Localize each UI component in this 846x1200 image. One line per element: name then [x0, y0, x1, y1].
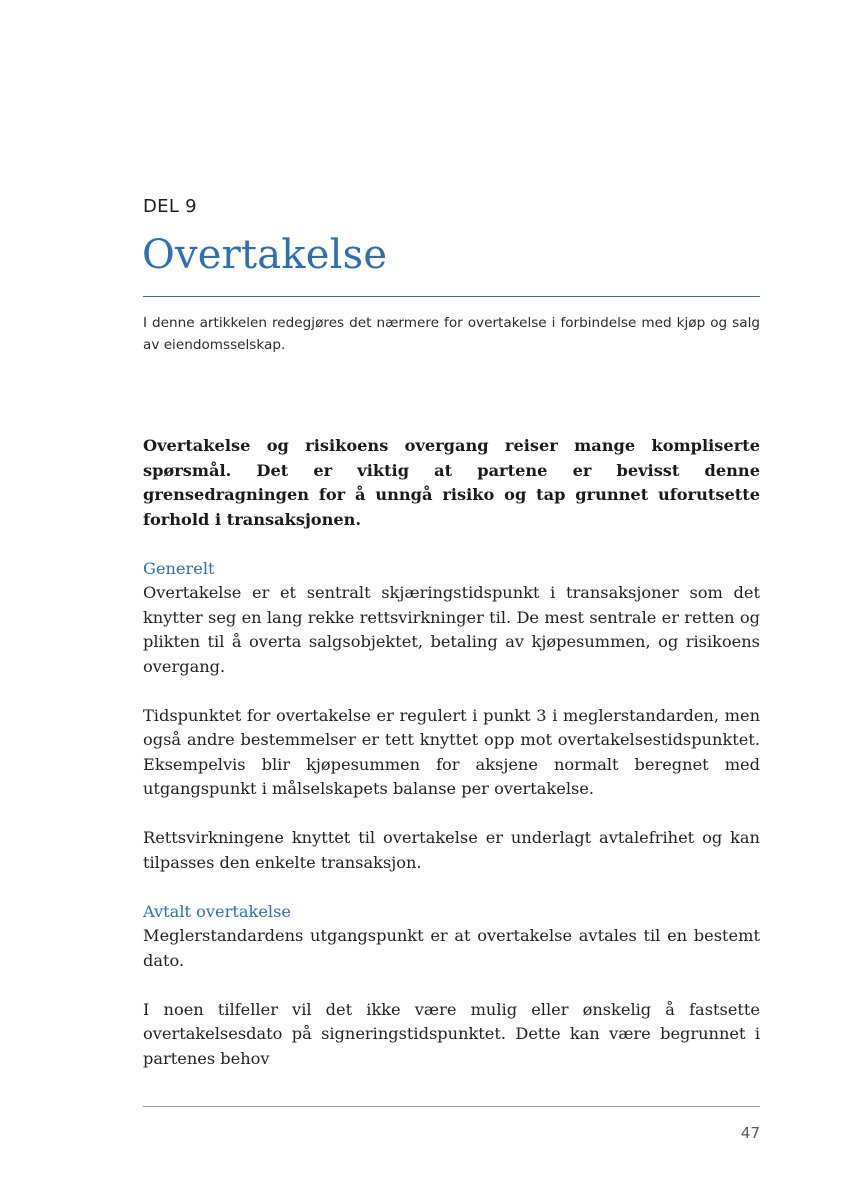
- subheading-generelt: Generelt: [143, 558, 215, 578]
- footer-divider: [143, 1106, 760, 1107]
- page-number: 47: [740, 1124, 760, 1142]
- paragraph-4: Meglerstandardens utgangspunkt er at overtakelse avtales til en bestemt dato.: [143, 926, 760, 970]
- paragraph-3: Rettsvirkningene knyttet til overtakelse er underlagt avtalefrihet og kan tilpasses den enkelte transaksjon.: [143, 828, 760, 872]
- paragraph-1: Overtakelse er et sentralt skjæringstidspunkt i transaksjoner som det knytter seg en lang rekke rettsvirkninger til. De mest sentrale er retten og plikten til å overta salgsobjektet, betaling av kjøpesummen, og risikoens overgang.: [143, 583, 760, 676]
- intro-paragraph: Overtakelse og risikoens overgang reiser mange kompliserte spørsmål. Det er viktig at partene er bevisst denne grensedragningen for å unngå risiko og tap grunnet uforutsette forhold i transaksjonen.: [143, 436, 760, 529]
- section-avtalt-overtakelse: [143, 900, 760, 974]
- section-generelt: [143, 557, 760, 680]
- article-body: [143, 434, 760, 1096]
- subheading-avtalt-overtakelse: Avtalt overtakelse: [143, 901, 291, 921]
- paragraph-2: Tidspunktet for overtakelse er regulert i punkt 3 i meglerstandarden, men også andre bestemmelser er tett knyttet opp mot overtakelsestidspunktet. Eksempelvis blir kjøpesummen for aksjene normalt beregnet med utgangspunkt i målselskapets balanse per overtakelse.: [143, 705, 760, 798]
- section-label: DEL 9: [143, 196, 197, 217]
- paragraph-5: I noen tilfeller vil det ikke være mulig eller ønskelig å fastsette overtakelsesdato på signeringstidspunktet. Dette kan være begrunnet i partenes behov: [143, 999, 760, 1068]
- title-divider: [143, 296, 760, 297]
- lead-paragraph: I denne artikkelen redegjøres det nærmere for overtakelse i forbindelse med kjøp og salg av eiendomsselskap.: [143, 315, 760, 353]
- page-title: Overtakelse: [142, 232, 388, 278]
